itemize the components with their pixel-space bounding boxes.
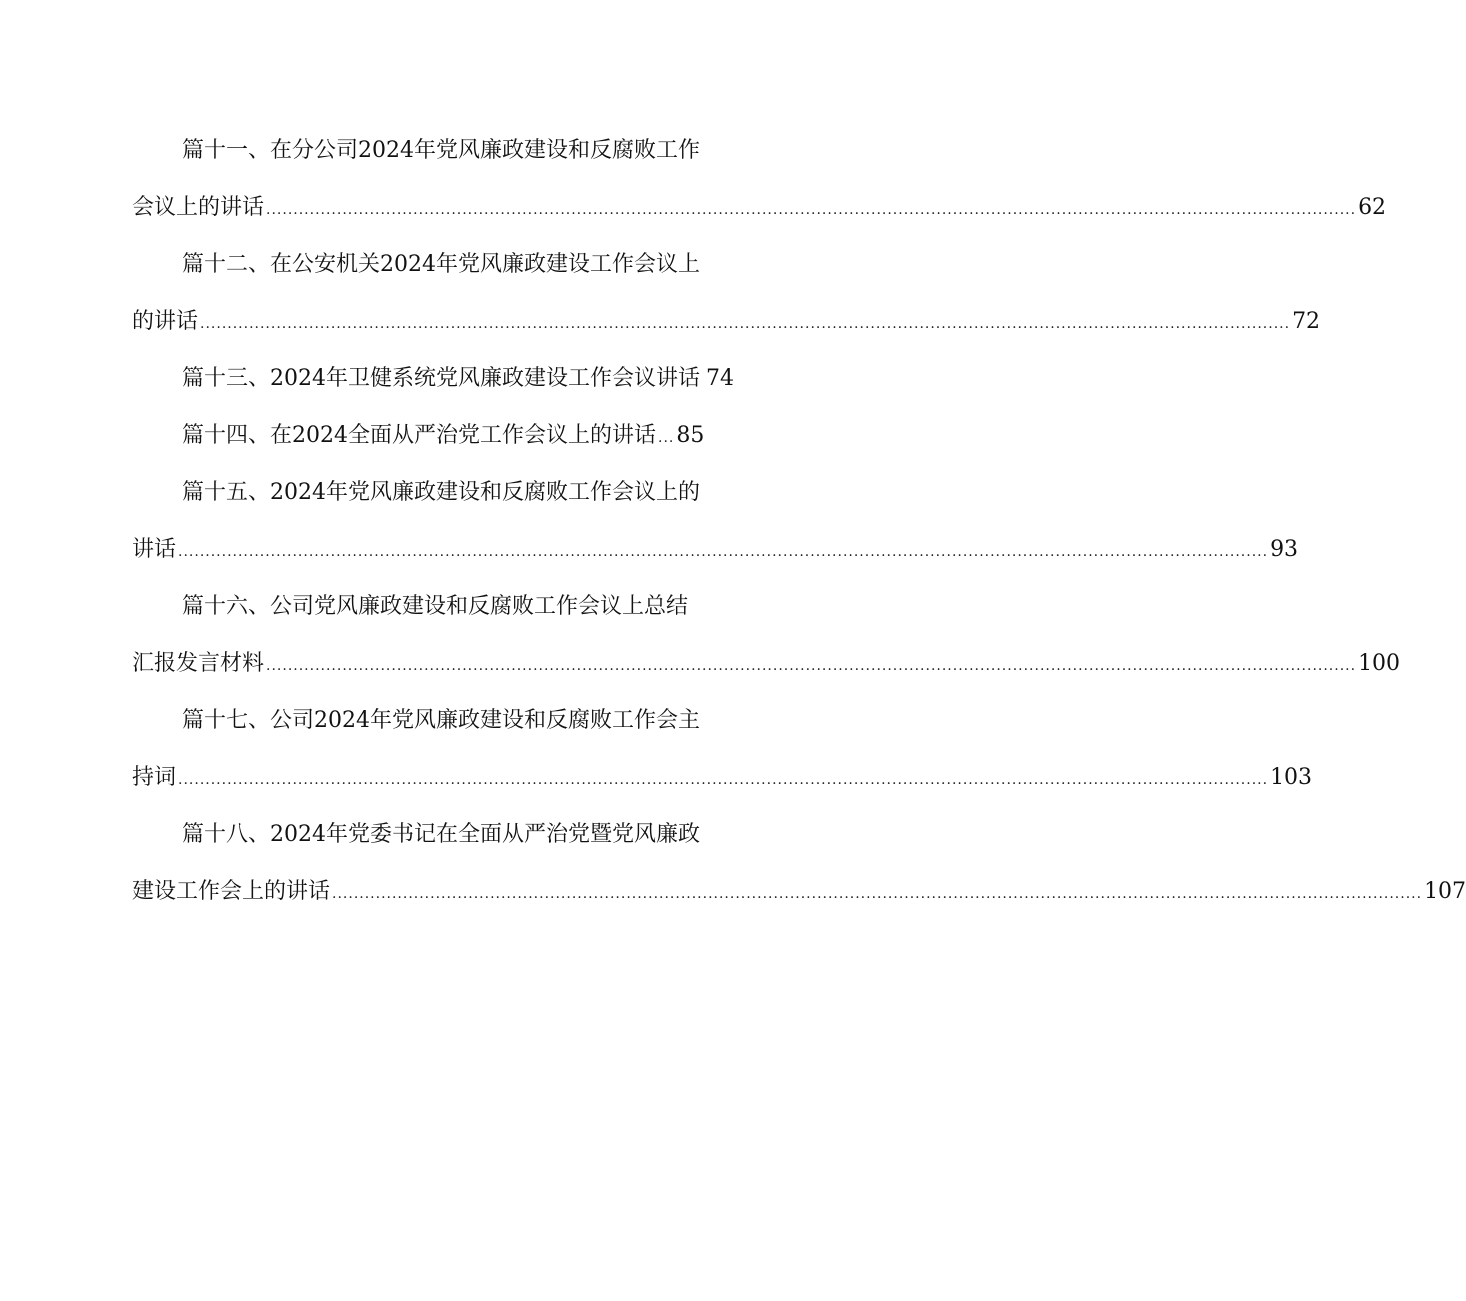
toc-entry-title: 篇十四、在2024全面从严治党工作会议上的讲话 [182, 423, 656, 448]
toc-entry-14[interactable] [132, 407, 772, 464]
toc-entry-title: 建设工作会上的讲话 [132, 879, 331, 904]
toc-entry-18-line-2[interactable] [132, 863, 1466, 920]
dot-leader: ........................................................................................................................................................................................................ [266, 658, 1357, 674]
toc-entry-title: 篇十二、在公安机关2024年党风廉政建设工作会议上 [182, 252, 700, 277]
toc-entry-title: 篇十八、2024年党委书记在全面从严治党暨党风廉政 [182, 822, 700, 847]
toc-entry-18-line-1[interactable] [132, 806, 772, 863]
table-of-contents [132, 122, 1466, 920]
dot-leader: ........................................................................................................................................................................................................ [332, 886, 1423, 902]
toc-page-number: 85 [676, 423, 705, 448]
toc-entry-title: 篇十七、公司2024年党风廉政建设和反腐败工作会主 [182, 708, 700, 733]
toc-page-number: 93 [1270, 537, 1299, 562]
toc-entry-title: 篇十五、2024年党风廉政建设和反腐败工作会议上的 [182, 480, 700, 505]
toc-entry-13[interactable] [132, 350, 772, 407]
toc-entry-17-line-2[interactable] [132, 749, 1313, 806]
toc-entry-17-line-1[interactable] [132, 692, 772, 749]
dot-leader: ........................................................................................................................................................................................................ [178, 544, 1269, 560]
dot-leader: ... [658, 430, 675, 446]
toc-entry-15-line-2[interactable] [132, 521, 1299, 578]
toc-entry-title: 的讲话 [132, 309, 199, 334]
toc-page-number: 72 [1292, 309, 1321, 334]
toc-entry-title: 篇十一、在分公司2024年党风廉政建设和反腐败工作 [182, 138, 700, 163]
toc-entry-12-line-1[interactable] [132, 236, 772, 293]
toc-entry-title: 汇报发言材料 [132, 651, 265, 676]
toc-entry-11-line-2[interactable] [132, 179, 1387, 236]
toc-entry-title: 篇十三、2024年卫健系统党风廉政建设工作会议讲话 [182, 366, 700, 391]
toc-entry-15-line-1[interactable] [132, 464, 772, 521]
toc-entry-title: 会议上的讲话 [132, 195, 265, 220]
toc-entry-title: 讲话 [132, 537, 177, 562]
toc-page-number: 62 [1358, 195, 1387, 220]
toc-page-number: 100 [1358, 651, 1401, 676]
dot-leader: ........................................................................................................................................................................................................ [200, 316, 1291, 332]
toc-entry-title: 篇十六、公司党风廉政建设和反腐败工作会议上总结 [182, 594, 689, 619]
toc-entry-12-line-2[interactable] [132, 293, 1321, 350]
toc-entry-16-line-1[interactable] [132, 578, 772, 635]
dot-leader: ........................................................................................................................................................................................................ [266, 202, 1357, 218]
toc-entry-title: 持词 [132, 765, 177, 790]
toc-page-number: 107 [1424, 879, 1466, 904]
toc-page-number: 103 [1270, 765, 1313, 790]
toc-entry-16-line-2[interactable] [132, 635, 1401, 692]
dot-leader: ........................................................................................................................................................................................................ [178, 772, 1269, 788]
toc-entry-11-line-1[interactable] [132, 122, 772, 179]
toc-page-number: 74 [706, 366, 734, 391]
